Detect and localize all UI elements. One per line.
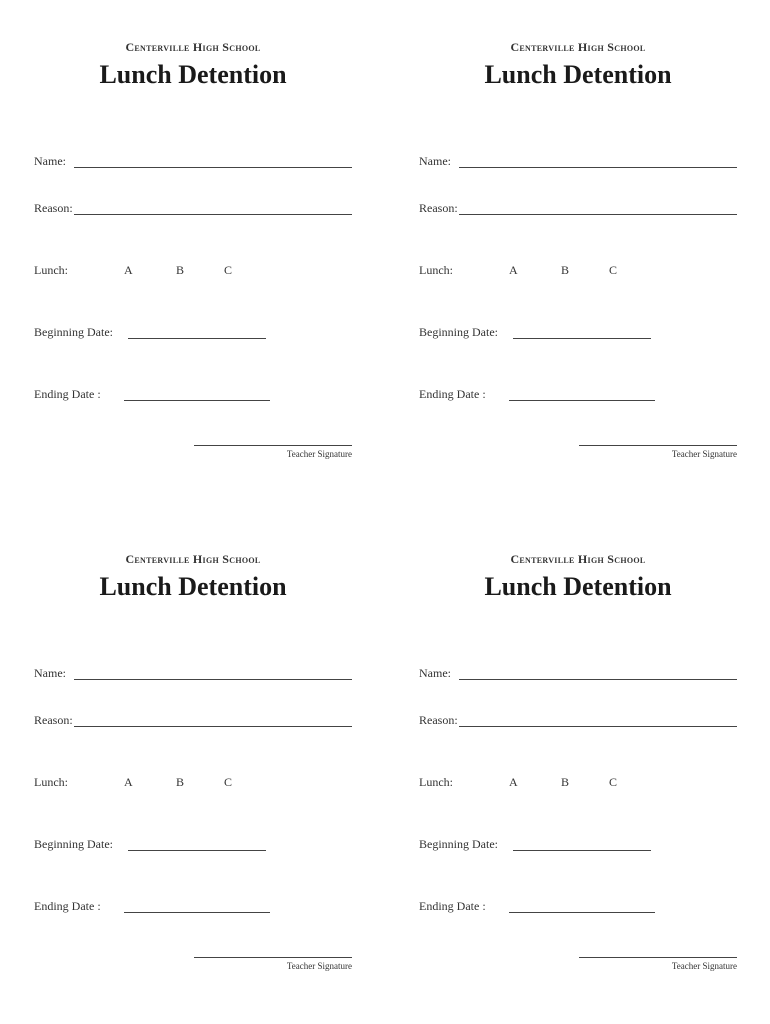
- teacher-signature-caption: Teacher Signature: [286, 961, 352, 971]
- reason-line[interactable]: [459, 214, 737, 215]
- beginning-date-line[interactable]: [513, 850, 651, 851]
- lunch-option-a[interactable]: A: [124, 775, 133, 789]
- ending-date-line[interactable]: [124, 400, 270, 401]
- beginning-date-line[interactable]: [513, 338, 651, 339]
- beginning-date-label: Beginning Date:: [419, 837, 498, 851]
- lunch-option-b[interactable]: B: [176, 775, 185, 789]
- teacher-signature-caption: Teacher Signature: [671, 961, 737, 971]
- ending-date-line[interactable]: [509, 400, 655, 401]
- name-label: Name:: [34, 154, 66, 168]
- ending-date-line[interactable]: [124, 912, 270, 913]
- reason-line[interactable]: [74, 214, 352, 215]
- teacher-signature-line[interactable]: [579, 957, 737, 958]
- beginning-date-label: Beginning Date:: [34, 325, 113, 339]
- teacher-signature-caption: Teacher Signature: [286, 449, 352, 459]
- name-label: Name:: [419, 666, 451, 680]
- name-label: Name:: [34, 666, 66, 680]
- school-name: Centerville High School: [125, 40, 261, 54]
- reason-line[interactable]: [74, 726, 352, 727]
- lunch-option-c[interactable]: C: [609, 775, 618, 789]
- teacher-signature-line[interactable]: [194, 957, 352, 958]
- lunch-option-c[interactable]: C: [224, 775, 233, 789]
- name-label: Name:: [419, 154, 451, 168]
- teacher-signature-caption: Teacher Signature: [671, 449, 737, 459]
- school-name: Centerville High School: [510, 552, 646, 566]
- name-line[interactable]: [459, 679, 737, 680]
- lunch-option-b[interactable]: B: [561, 263, 570, 277]
- name-line[interactable]: [74, 679, 352, 680]
- lunch-option-c[interactable]: C: [224, 263, 233, 277]
- lunch-option-c[interactable]: C: [609, 263, 618, 277]
- reason-label: Reason:: [34, 201, 73, 215]
- lunch-option-a[interactable]: A: [509, 775, 518, 789]
- beginning-date-line[interactable]: [128, 338, 266, 339]
- reason-label: Reason:: [419, 713, 458, 727]
- ending-date-label: Ending Date :: [34, 387, 101, 401]
- slip-title: Lunch Detention: [99, 572, 287, 601]
- ending-date-label: Ending Date :: [34, 899, 101, 913]
- school-name: Centerville High School: [125, 552, 261, 566]
- lunch-label: Lunch:: [34, 775, 68, 789]
- ending-date-label: Ending Date :: [419, 387, 486, 401]
- detention-slip-top-right: [419, 40, 737, 490]
- slip-title: Lunch Detention: [484, 60, 672, 89]
- name-line[interactable]: [459, 167, 737, 168]
- lunch-option-a[interactable]: A: [509, 263, 518, 277]
- slip-title: Lunch Detention: [484, 572, 672, 601]
- lunch-label: Lunch:: [419, 263, 453, 277]
- lunch-option-a[interactable]: A: [124, 263, 133, 277]
- lunch-option-b[interactable]: B: [561, 775, 570, 789]
- beginning-date-line[interactable]: [128, 850, 266, 851]
- beginning-date-label: Beginning Date:: [34, 837, 113, 851]
- teacher-signature-line[interactable]: [579, 445, 737, 446]
- name-line[interactable]: [74, 167, 352, 168]
- reason-label: Reason:: [34, 713, 73, 727]
- lunch-label: Lunch:: [419, 775, 453, 789]
- school-name: Centerville High School: [510, 40, 646, 54]
- reason-line[interactable]: [459, 726, 737, 727]
- reason-label: Reason:: [419, 201, 458, 215]
- teacher-signature-line[interactable]: [194, 445, 352, 446]
- slip-title: Lunch Detention: [99, 60, 287, 89]
- detention-slip-top-left: [34, 40, 352, 490]
- lunch-option-b[interactable]: B: [176, 263, 185, 277]
- ending-date-label: Ending Date :: [419, 899, 486, 913]
- beginning-date-label: Beginning Date:: [419, 325, 498, 339]
- detention-slip-bottom-right: [419, 552, 737, 1002]
- ending-date-line[interactable]: [509, 912, 655, 913]
- detention-slip-bottom-left: [34, 552, 352, 1002]
- lunch-label: Lunch:: [34, 263, 68, 277]
